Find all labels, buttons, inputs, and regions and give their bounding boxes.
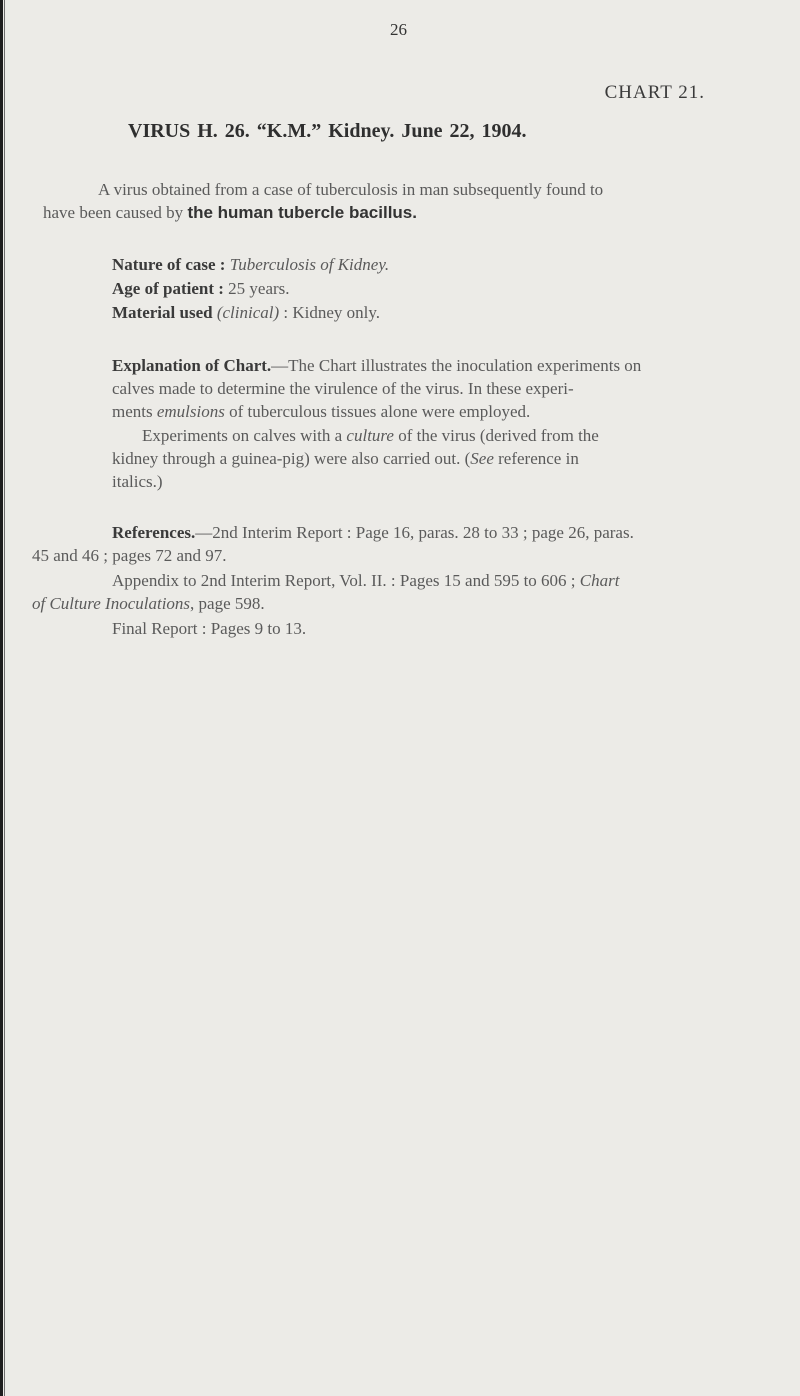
appendix-line-2b: , page 598. [190, 594, 265, 613]
references-line-1: —2nd Interim Report : Page 16, paras. 28 to 33 ; page 26, paras. [195, 523, 634, 542]
final-report: Final Report : Pages 9 to 13. [112, 619, 307, 638]
intro-line-1: A virus obtained from a case of tuberculosis in man subsequently found to [98, 180, 604, 199]
material-value: : Kidney only. [283, 303, 381, 322]
culture-line-2a: kidney through a guinea-pig) were also carried out. ( [112, 449, 471, 468]
intro-paragraph [43, 178, 743, 224]
page-left-edge-shadow [4, 0, 5, 1396]
nature-label: Nature of case : [112, 255, 226, 274]
appendix-paragraph [32, 569, 732, 615]
explanation-line-2: calves made to determine the virulence of the virus. In these experi- [112, 379, 574, 398]
age-value: 25 years. [228, 279, 290, 298]
age-label: Age of patient : [112, 279, 224, 298]
explanation-label: Explanation of Chart. [112, 356, 272, 375]
material-used [112, 301, 380, 324]
age-of-patient [112, 277, 290, 300]
explanation-line-3b: of tuberculous tissues alone were employed. [224, 402, 531, 421]
explanation-line-3a: ments [112, 402, 157, 421]
culture-paragraph [112, 424, 742, 493]
intro-bacillus: the human tubercle bacillus. [187, 203, 417, 222]
references-paragraph [32, 521, 732, 567]
intro-line-2: have been caused by [43, 203, 188, 222]
page-number: 26 [390, 20, 407, 39]
explanation-paragraph [112, 354, 742, 423]
explanation-line-1: —The Chart illustrates the inoculation experiments on [271, 356, 642, 375]
culture-line-1b: of the virus (derived from the [393, 426, 599, 445]
culture-word: culture [346, 426, 394, 445]
culture-see: See [470, 449, 494, 468]
culture-line-3: italics.) [112, 472, 163, 491]
appendix-line-1a: Appendix to 2nd Interim Report, Vol. II. : Pages 15 and 595 to 606 ; [112, 571, 580, 590]
page-title: VIRUS H. 26. “K.M.” Kidney. June 22, 1904. [128, 120, 527, 142]
culture-line-1a: Experiments on calves with a [142, 426, 347, 445]
material-label: Material used [112, 303, 213, 322]
nature-of-case [112, 253, 389, 276]
page-left-edge [0, 0, 3, 1396]
references-label: References. [112, 523, 196, 542]
explanation-emulsions: emulsions [156, 402, 225, 421]
appendix-chart: Chart [579, 571, 620, 590]
culture-line-2b: reference in [493, 449, 579, 468]
nature-value: Tuberculosis of Kidney. [229, 255, 390, 274]
references-line-2: 45 and 46 ; pages 72 and 97. [32, 546, 227, 565]
chart-label: CHART 21. [604, 82, 705, 103]
appendix-culture-inoculations: of Culture Inoculations [32, 594, 191, 613]
material-paren: (clinical) [216, 303, 280, 322]
